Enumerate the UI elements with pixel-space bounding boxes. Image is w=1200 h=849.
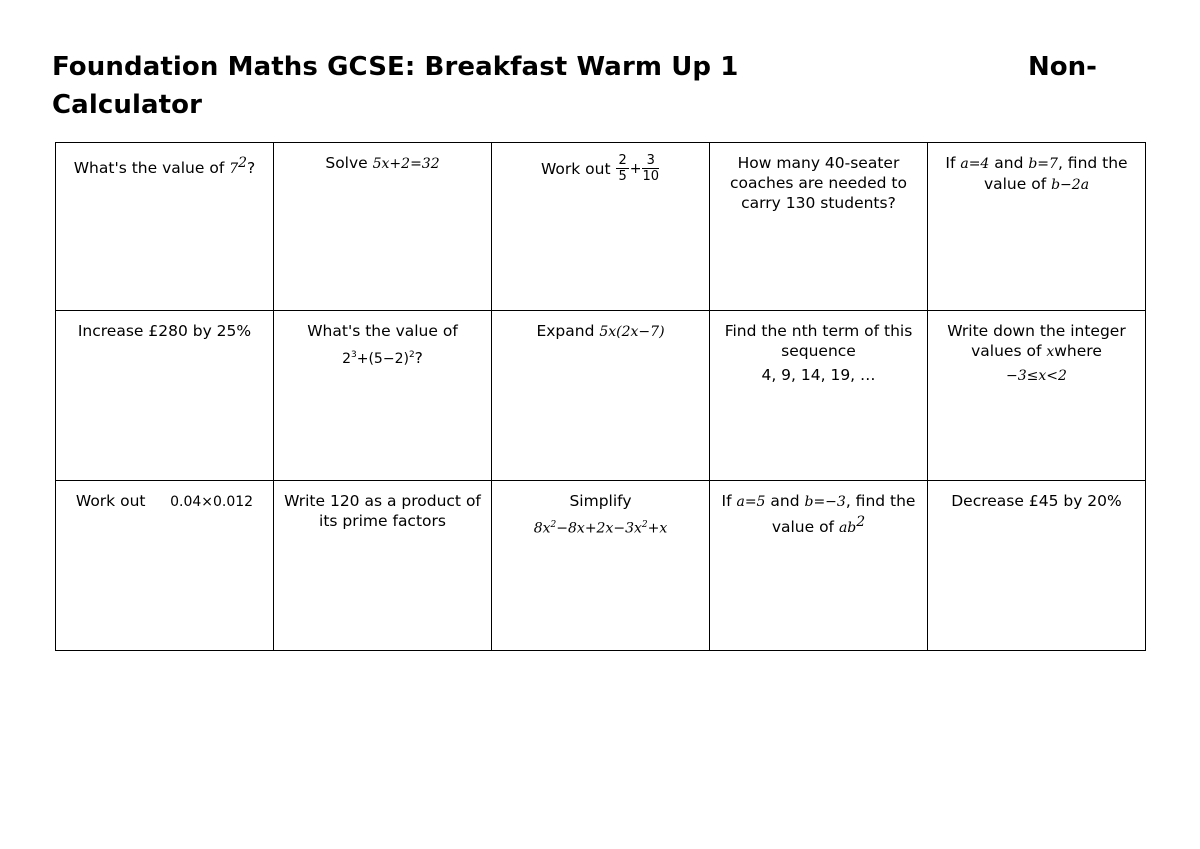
math-line <box>498 515 703 539</box>
math-expr: 2 <box>342 351 351 368</box>
math-exponent: 2 <box>550 520 557 530</box>
question-text: ? <box>247 159 256 178</box>
question-cell <box>928 311 1146 481</box>
question-text: Increase £280 by 25% <box>77 322 252 340</box>
question-text: , find the value of <box>983 154 1128 193</box>
question-text: Work out <box>540 159 611 178</box>
page-title: Foundation Maths GCSE: Breakfast Warm Up 1 <box>52 52 739 82</box>
question-row <box>56 311 1146 481</box>
question-cell <box>710 143 928 311</box>
question-text: where <box>1054 342 1102 360</box>
fraction <box>642 153 659 184</box>
question-cell <box>274 481 492 651</box>
fraction-numerator: 2 <box>618 153 627 168</box>
math-expr: 5x(2x−7) <box>599 324 665 340</box>
question-cell <box>492 311 710 481</box>
math-expr: 5x+2=32 <box>372 156 440 172</box>
question-text: How many 40-seater coaches are needed to carry 130 students? <box>730 154 907 212</box>
question-text: ? <box>414 349 423 368</box>
math-expr: b−2a <box>1051 177 1090 193</box>
math-line <box>280 345 485 369</box>
question-text: Write 120 as a product of its prime factors <box>284 492 481 530</box>
math-expr: b=−3 <box>804 494 846 510</box>
question-cell <box>274 143 492 311</box>
math-operator: + <box>629 161 642 177</box>
page-title-right: Non- <box>1028 52 1097 82</box>
question-text: If <box>721 492 737 510</box>
math-exponent: 2 <box>641 520 648 530</box>
question-cell <box>274 311 492 481</box>
math-expr: 0.04×0.012 <box>170 494 254 510</box>
math-expr: +x <box>647 520 668 537</box>
math-expr: a=5 <box>736 494 766 510</box>
sequence-text: 4, 9, 14, 19, … <box>761 366 876 384</box>
question-cell <box>928 481 1146 651</box>
fraction <box>616 153 628 184</box>
math-expr: 7 <box>229 161 239 178</box>
question-cell <box>710 311 928 481</box>
math-expr: 8x <box>533 520 551 537</box>
question-text: and <box>765 492 805 510</box>
question-text: If <box>945 154 961 172</box>
question-text: Work out <box>75 492 146 510</box>
question-cell <box>492 481 710 651</box>
math-expr: x <box>1046 344 1055 360</box>
question-cell <box>56 481 274 651</box>
math-exponent: 2 <box>856 514 866 530</box>
question-row <box>56 481 1146 651</box>
question-cell <box>56 143 274 311</box>
question-cell <box>710 481 928 651</box>
fraction-denominator: 10 <box>642 169 660 184</box>
question-row <box>56 143 1146 311</box>
fraction-numerator: 3 <box>642 153 659 169</box>
question-text: Expand <box>536 322 600 340</box>
question-cell <box>56 311 274 481</box>
math-exponent: 2 <box>238 155 248 171</box>
question-text: What's the value of <box>307 322 458 340</box>
question-text: , find the value of <box>771 492 916 537</box>
page-subtitle: Calculator <box>52 90 203 120</box>
math-expr: a=4 <box>960 156 990 172</box>
math-expr: −3≤x<2 <box>1006 368 1067 384</box>
math-expr: −8x+2x−3x <box>556 520 642 537</box>
fraction-denominator: 5 <box>618 169 627 184</box>
question-cell <box>492 143 710 311</box>
question-cell <box>928 143 1146 311</box>
math-expr: b=7 <box>1028 156 1058 172</box>
math-exponent: 3 <box>351 350 357 360</box>
question-text: Find the nth term of this sequence <box>724 322 913 360</box>
math-expr: +(5−2) <box>356 351 409 368</box>
question-text: Decrease £45 by 20% <box>951 492 1122 510</box>
question-text: and <box>989 154 1029 172</box>
question-text: Write down the integer values of <box>947 322 1126 360</box>
question-text: Simplify <box>569 492 632 510</box>
math-exponent: 2 <box>408 350 415 360</box>
question-text: Solve <box>325 154 373 172</box>
question-grid <box>55 142 1146 651</box>
math-expr: ab <box>838 520 857 537</box>
question-text: What's the value of <box>73 159 230 178</box>
